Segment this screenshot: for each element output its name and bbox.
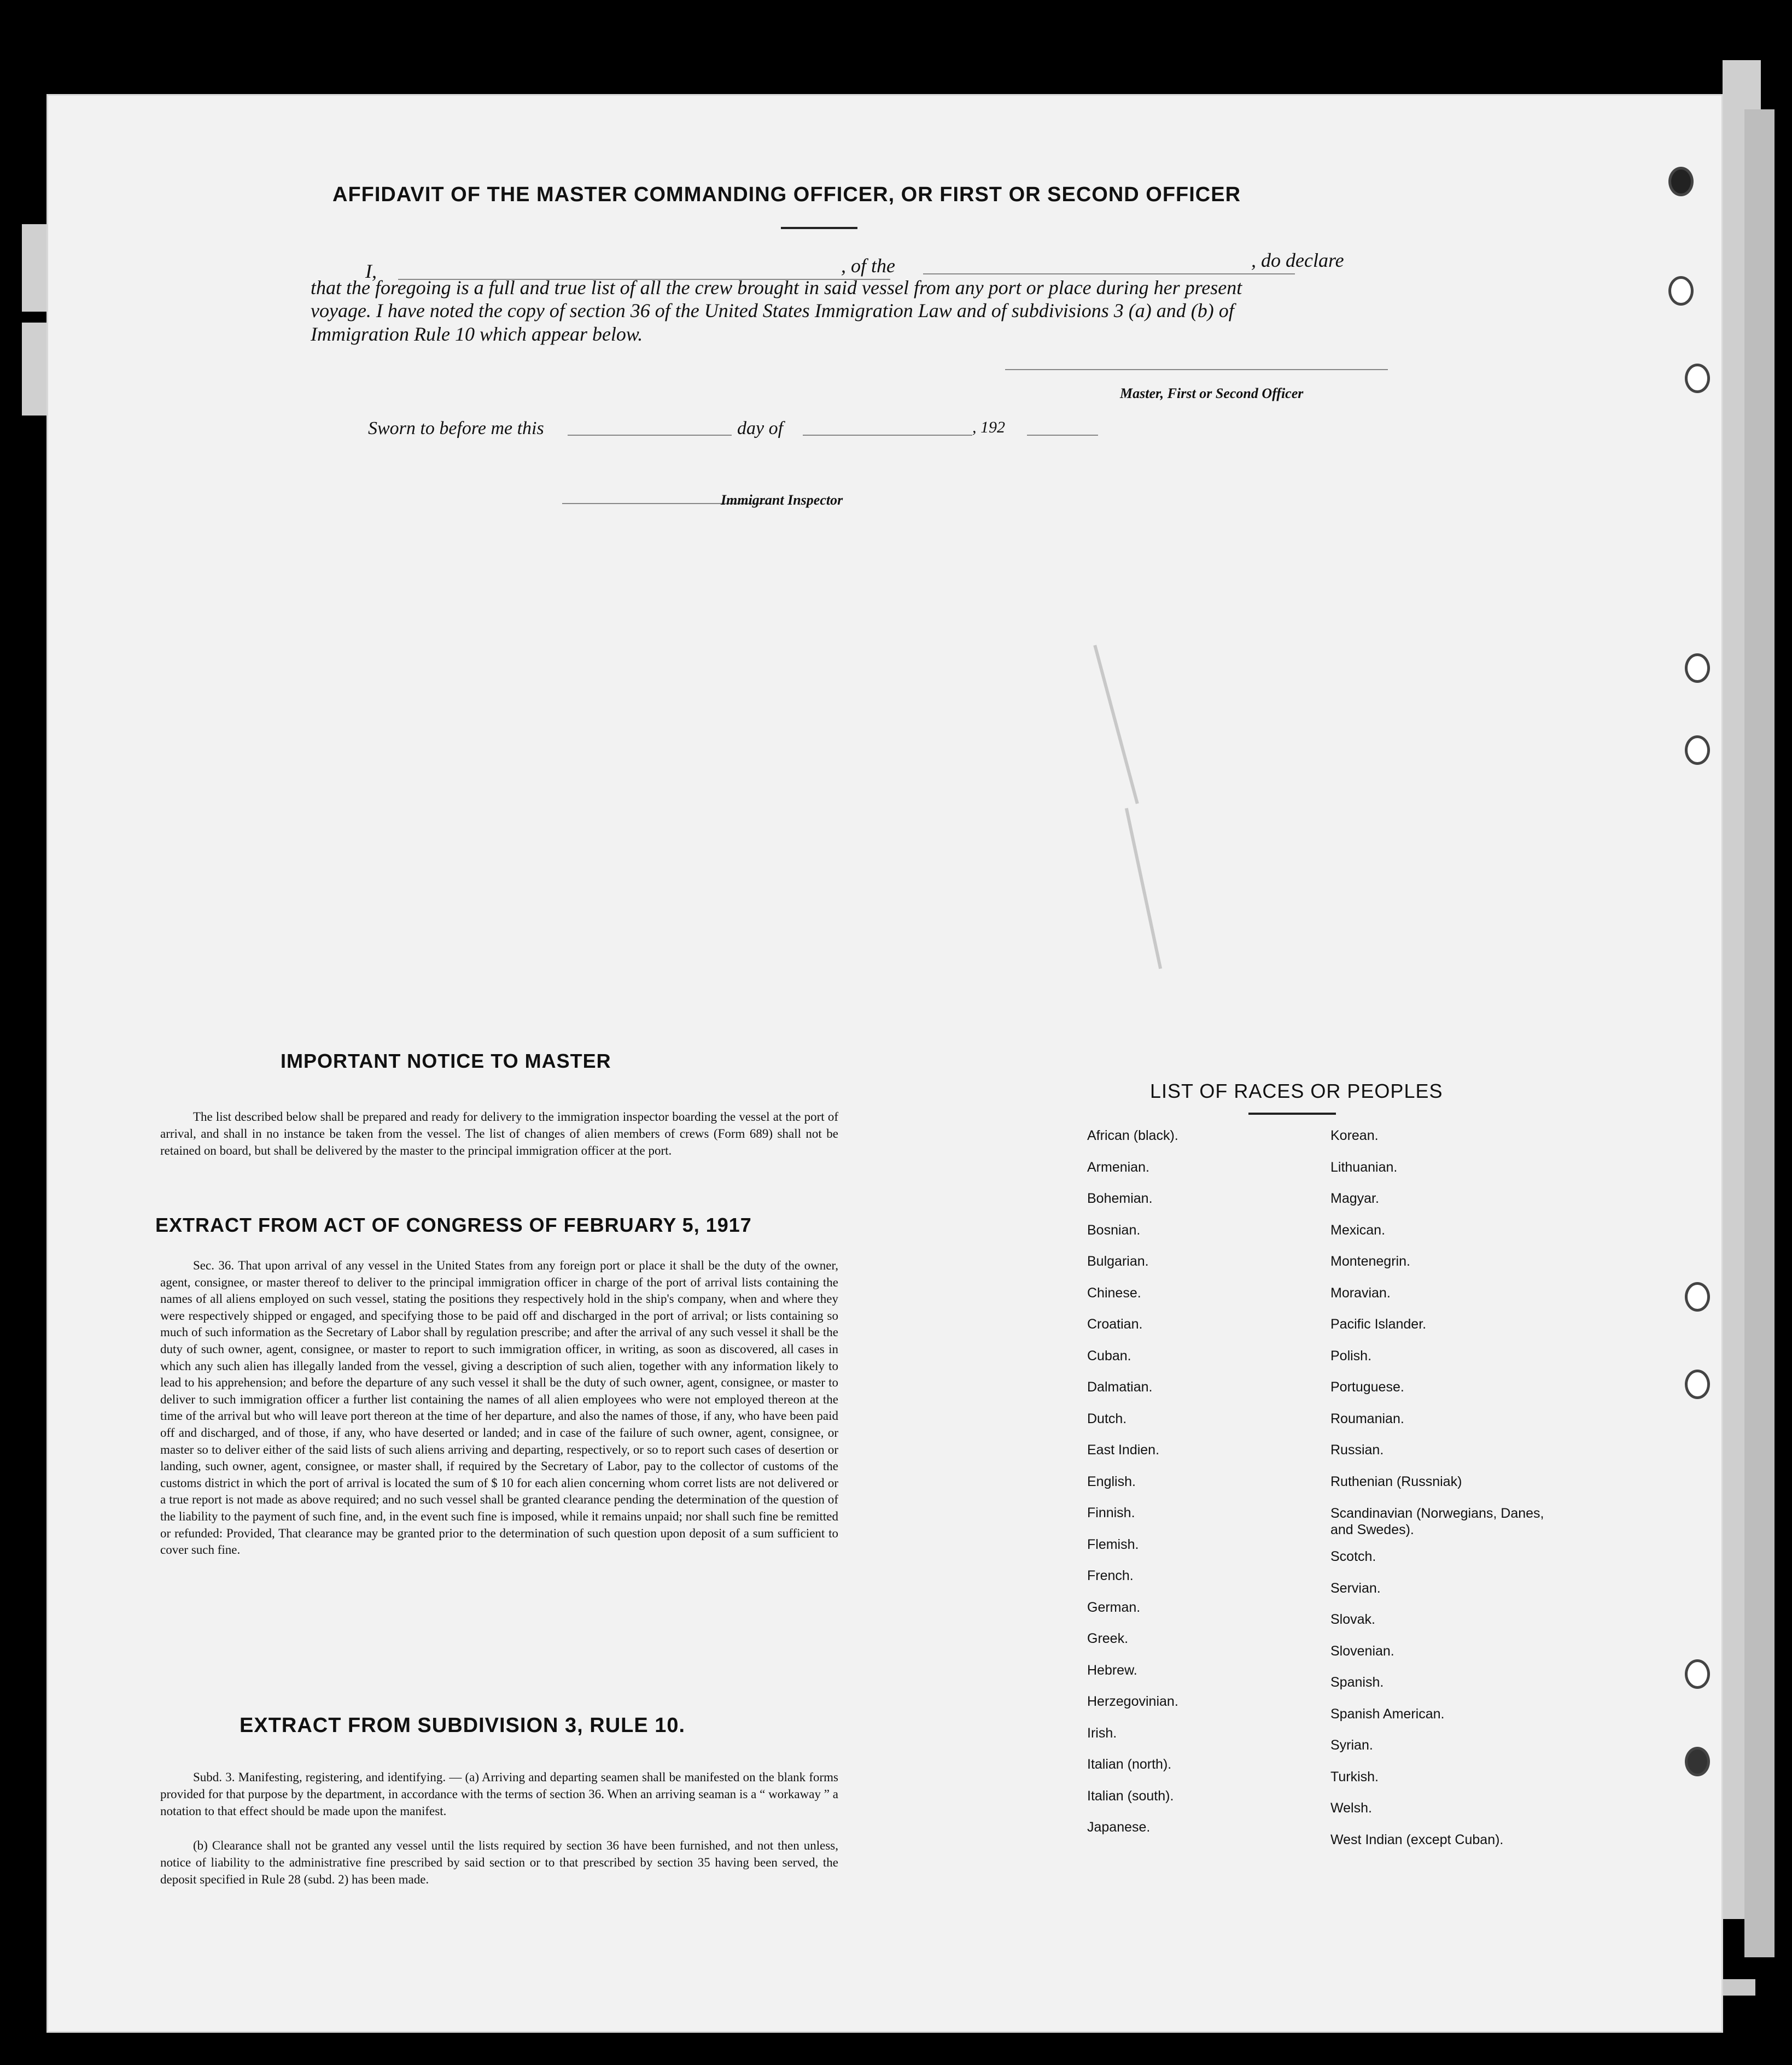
race-item: Moravian.: [1330, 1285, 1391, 1301]
race-item: Finnish.: [1087, 1505, 1135, 1520]
vessel-blank: [923, 273, 1295, 274]
sworn-text: Sworn to before me this: [368, 418, 544, 438]
race-item: Scotch.: [1330, 1549, 1376, 1564]
race-item: Hebrew.: [1087, 1662, 1137, 1678]
race-item: Korean.: [1330, 1128, 1379, 1143]
race-item: Portuguese.: [1330, 1379, 1404, 1395]
race-item: Bosnian.: [1087, 1222, 1141, 1238]
race-item: East Indien.: [1087, 1442, 1160, 1458]
race-item: Greek.: [1087, 1631, 1129, 1646]
race-item: French.: [1087, 1568, 1134, 1583]
inspector-caption: Immigrant Inspector: [721, 492, 843, 508]
race-item: Flemish.: [1087, 1536, 1139, 1552]
signature-blank: [1005, 369, 1388, 370]
rule-title: EXTRACT FROM SUBDIVISION 3, RULE 10.: [240, 1714, 686, 1737]
race-item: Servian.: [1330, 1580, 1381, 1596]
binding-hole: [1668, 167, 1694, 196]
race-item: West Indian (except Cuban).: [1330, 1832, 1504, 1847]
binding-hole: [1685, 1659, 1710, 1689]
race-item: Dutch.: [1087, 1411, 1127, 1426]
act-title: EXTRACT FROM ACT OF CONGRESS OF FEBRUARY 5, 1917: [155, 1214, 752, 1236]
race-item: Spanish.: [1330, 1675, 1384, 1690]
notice-body: The list described below shall be prepared and ready for delivery to the immigration inspector boarding the vessel at the port of arrival, and shall in no instance be taken from the vessel. The list of changes of alien members of crews (Form 689) shall not be retained on board, but shall be delivered by the master to the principal immigration officer at the port.: [160, 1110, 838, 1157]
race-item: Welsh.: [1330, 1800, 1372, 1816]
race-item: Chinese.: [1087, 1285, 1141, 1301]
binding-hole: [1685, 1282, 1710, 1312]
race-item: Magyar.: [1330, 1191, 1379, 1206]
races-left-column: [1087, 1128, 1306, 1851]
divider: [1248, 1113, 1336, 1115]
race-item: Dalmatian.: [1087, 1379, 1153, 1395]
act-body: Sec. 36. That upon arrival of any vessel in the United States from any foreign port or place it shall be the duty of the owner, agent, consignee, or master thereof to deliver to the principal immigration officer in charge of the port of arrival lists containing the names of all aliens employed on such vessel, stating the positions they respectively hold in the ship's company, when and where they were respectively shipped or engaged, and specifying those to be paid off and discharged in the port of arrival; or lists containing so much of such information as the Secretary of Labor shall by regulation prescribe; and after the arrival of any such vessel it shall be the duty of such owner, agent, consignee, or master to report to such immigration officer, in writing, as soon as discovered, all cases in which any such alien has illegally landed from the vessel, giving a description of such alien, together with any information likely to lead to his apprehension; and before the departure of any such vessel it shall be the duty of such owner, agent, consignee, or master to deliver to such immigration officer a further list containing the names of all alien employees who were not employed thereon at the time of the arrival but who will leave port thereon at the time of her departure, and also the names of those, if any, who have been paid off and discharged, and of those, if any, who have deserted or landed; and in case of the failure of such owner, agent, consignee, or master so to deliver either of the said lists of such aliens arriving and departing, respectively, or so to report such cases of desertion or landing, such owner, agent, consignee, or master shall, if required by the Secretary of Labor, pay to the collector of customs of the customs district in which the port of arrival is located the sum of $ 10 for each alien concerning whom corret lists are not delivered or a true report is not made as above required; and no such vessel shall be granted clearance pending the determination of the question of the liability to the payment of such fine, and, in the event such fine is imposed, while it remains unpaid; nor shall such fine be remitted or refunded: Provided, That clearance may be granted prior to the determination of such question upon deposit of a sum sufficient to cover such fine.: [160, 1259, 838, 1557]
left-tab: [22, 224, 49, 312]
races-title: LIST OF RACES OR PEOPLES: [1150, 1080, 1443, 1102]
day-of-text: day of: [737, 418, 784, 438]
race-item: Italian (north).: [1087, 1757, 1172, 1772]
race-item: Scandinavian (Norwegians, Danes, and Swedes).: [1330, 1506, 1544, 1537]
binding-hole: [1685, 653, 1710, 683]
binding-hole: [1685, 1747, 1710, 1776]
race-item: Pacific Islander.: [1330, 1317, 1427, 1332]
race-item: Mexican.: [1330, 1222, 1386, 1238]
race-item: Montenegrin.: [1330, 1254, 1410, 1269]
affidavit-title: AFFIDAVIT OF THE MASTER COMMANDING OFFICER, OR FIRST OR SECOND OFFICER: [332, 183, 1241, 206]
race-item: Polish.: [1330, 1348, 1372, 1364]
race-item: Russian.: [1330, 1442, 1384, 1458]
year-text: , 192: [972, 418, 1005, 436]
race-item: German.: [1087, 1599, 1141, 1615]
race-item: Ruthenian (Russniak): [1330, 1473, 1462, 1489]
binding-hole: [1685, 735, 1710, 765]
affidavit-of-the: , of the: [841, 255, 895, 277]
race-item: Spanish American.: [1330, 1706, 1445, 1722]
race-item: Bohemian.: [1087, 1191, 1153, 1206]
notice-title: IMPORTANT NOTICE TO MASTER: [281, 1050, 611, 1072]
bleed-through: [212, 183, 225, 227]
race-item: Japanese.: [1087, 1820, 1151, 1835]
sworn-month-blank: [803, 435, 972, 436]
races-right-column: [1330, 1128, 1560, 1863]
binding-hole: [1685, 364, 1710, 393]
affidavit-declare: , do declare: [1251, 249, 1344, 271]
binding-hole: [1668, 276, 1694, 306]
affidavit-line-3: voyage. I have noted the copy of section 36 of the United States Immigration Law and of subdivisions 3 (a) and (b) of: [311, 300, 1234, 321]
rule-para-b: (b) Clearance shall not be granted any vessel until the lists required by section 36 have been furnished, and not then unless, notice of liability to the administrative fine prescribed by said section or to that prescribed by section 35 having been served, the deposit specified in Rule 28 (subd. 2) has been made.: [160, 1839, 838, 1886]
rule-para-a: Subd. 3. Manifesting, registering, and identifying. — (a) Arriving and departing seamen shall be manifested on the blank forms provided for that purpose by the department, in accordance with the terms of section 36. When an arriving seaman is a “ workaway ” a notation to that effect should be made upon the manifest.: [160, 1770, 838, 1818]
race-item: Roumanian.: [1330, 1411, 1404, 1426]
race-item: Italian (south).: [1087, 1788, 1174, 1804]
affidavit-i: I,: [365, 260, 377, 282]
race-item: African (black).: [1087, 1128, 1178, 1143]
left-tab: [22, 323, 49, 416]
race-item: Syrian.: [1330, 1738, 1373, 1753]
affidavit-line-4: Immigration Rule 10 which appear below.: [311, 323, 643, 345]
race-item: English.: [1087, 1473, 1136, 1489]
race-item: Herzegovinian.: [1087, 1694, 1178, 1709]
race-item: Armenian.: [1087, 1159, 1149, 1175]
sworn-day-blank: [568, 435, 732, 436]
sworn-year-blank: [1027, 435, 1098, 436]
signer-caption: Master, First or Second Officer: [1120, 385, 1304, 401]
binding-hole: [1685, 1370, 1710, 1399]
race-item: Slovenian.: [1330, 1643, 1394, 1659]
race-item: Irish.: [1087, 1725, 1117, 1741]
bleed-stroke: [1093, 645, 1139, 804]
race-item: Bulgarian.: [1087, 1254, 1149, 1269]
page-stack-edge: [1744, 109, 1775, 1957]
document-page: [48, 96, 1721, 2031]
race-item: Lithuanian.: [1330, 1159, 1398, 1175]
race-item: Slovak.: [1330, 1612, 1375, 1627]
affidavit-line-2: that the foregoing is a full and true list of all the crew brought in said vessel from any port or place during her present: [311, 277, 1242, 299]
divider: [781, 227, 857, 229]
race-item: Cuban.: [1087, 1348, 1131, 1364]
race-item: Croatian.: [1087, 1317, 1143, 1332]
bleed-stroke: [1125, 808, 1162, 969]
race-item: Turkish.: [1330, 1769, 1379, 1785]
